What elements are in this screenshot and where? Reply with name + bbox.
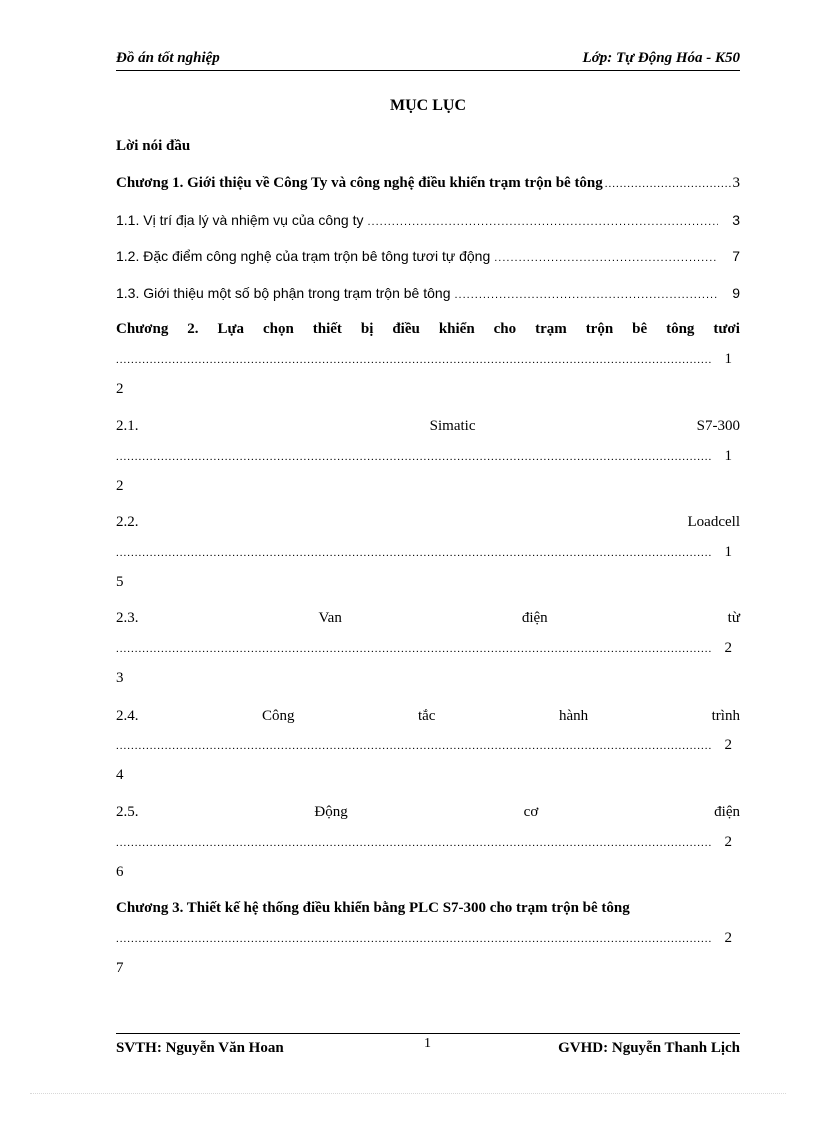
toc-word: Công [261, 708, 295, 724]
toc-section-2-1-page-b: 2 [116, 478, 124, 494]
footer-supervisor: GVHD: Nguyễn Thanh Lịch [558, 1040, 740, 1056]
toc-word: Van [318, 610, 342, 626]
toc-section-1-3 [116, 283, 740, 305]
leader-dots [116, 736, 713, 756]
page-footer [116, 1033, 740, 1058]
leader-dots [116, 543, 713, 563]
page-number: 1 [424, 1036, 431, 1051]
toc-word: Động [314, 804, 348, 820]
toc-section-1-1 [116, 210, 740, 232]
toc-word: từ [727, 610, 740, 626]
toc-section-2-3-page-b: 3 [116, 670, 124, 686]
toc-section-1-1-label: 1.1. Vị trí địa lý và nhiệm vụ của công ty [116, 212, 364, 228]
toc-word: bê [632, 321, 648, 337]
toc-preface: Lời nói đầu [116, 138, 191, 154]
toc-word: điện [521, 610, 548, 626]
toc-word: thiết [312, 321, 342, 337]
toc-word: chọn [262, 321, 294, 337]
toc-section-2-3-leader [116, 638, 732, 659]
toc-word: 2. [187, 321, 199, 337]
toc-chapter-2-page-a: 1 [724, 351, 732, 367]
header-right: Lớp: Tự Động Hóa - K50 [582, 50, 740, 66]
toc-word: tắc [417, 708, 436, 724]
toc-section-1-2 [116, 246, 740, 268]
toc-chapter-1-label: Chương 1. Giới thiệu về Công Ty và công nghệ điều khiển trạm trộn bê tông [116, 175, 603, 191]
leader-dots [116, 639, 713, 659]
toc-section-1-2-page: 7 [732, 248, 740, 264]
toc-word: S7-300 [696, 418, 740, 434]
footer-student: SVTH: Nguyễn Văn Hoan [116, 1040, 284, 1056]
toc-section-2-1-leader [116, 446, 732, 467]
toc-word: 2.1. [116, 418, 139, 434]
toc-word: Simatic [429, 418, 476, 434]
toc-word: 2.4. [116, 708, 139, 724]
toc-section-2-2-leader [116, 542, 732, 563]
page-edge-divider [30, 1093, 786, 1094]
toc-chapter-2-page-b: 2 [116, 381, 124, 397]
toc-chapter-3-page-a: 2 [724, 930, 732, 946]
toc-word: điện [714, 804, 740, 820]
leader-dots [116, 350, 713, 370]
toc-word: 2.3. [116, 610, 139, 626]
toc-chapter-2 [116, 319, 740, 339]
leader-dots [116, 833, 713, 853]
toc-word: cơ [523, 804, 539, 820]
toc-word: khiển [438, 321, 475, 337]
toc-section-2-2 [116, 512, 740, 532]
toc-section-2-5-page-a: 2 [724, 834, 732, 850]
toc-word: trạm [535, 321, 567, 337]
toc-word: Chương [116, 321, 169, 337]
toc-word: tươi [713, 321, 740, 337]
toc-word: trộn [585, 321, 614, 337]
toc-section-1-3-label: 1.3. Giới thiệu một số bộ phận trong trạm trộn bê tông [116, 285, 451, 301]
toc-section-1-3-page: 9 [732, 285, 740, 301]
toc-word: Lựa [217, 321, 244, 337]
toc-chapter-3-leader [116, 928, 732, 949]
toc-section-2-4-leader [116, 735, 732, 756]
toc-section-2-4-page-a: 2 [724, 737, 732, 753]
toc-chapter-3: Chương 3. Thiết kế hệ thống điều khiển bằng PLC S7-300 cho trạm trộn bê tông [116, 900, 630, 916]
toc-chapter-1-page: 3 [732, 175, 740, 191]
leader-dots [605, 174, 731, 194]
toc-word: điều [392, 321, 420, 337]
toc-chapter-1 [116, 173, 740, 194]
toc-word: Loadcell [687, 514, 740, 530]
toc-chapter-3-page-b: 7 [116, 960, 124, 976]
header-left: Đồ án tốt nghiệp [116, 50, 220, 66]
toc-chapter-2-leader [116, 349, 732, 370]
toc-word: 2.5. [116, 804, 139, 820]
leader-dots [116, 447, 713, 467]
toc-section-2-1 [116, 416, 740, 436]
toc-section-1-1-page: 3 [732, 212, 740, 228]
toc-word: 2.2. [116, 514, 139, 530]
toc-section-2-4-page-b: 4 [116, 767, 124, 783]
toc-word: hành [558, 708, 589, 724]
toc-section-2-5-page-b: 6 [116, 864, 124, 880]
leader-dots [367, 212, 718, 232]
toc-section-2-5 [116, 802, 740, 822]
toc-word: bị [360, 321, 374, 337]
toc-section-2-3-page-a: 2 [724, 640, 732, 656]
leader-dots [494, 248, 718, 268]
leader-dots [454, 285, 718, 305]
toc-section-2-5-leader [116, 832, 732, 853]
toc-word: tông [666, 321, 695, 337]
toc-word: cho [493, 321, 517, 337]
page-header [116, 50, 740, 71]
toc-section-1-2-label: 1.2. Đặc điểm công nghệ của trạm trộn bê tông tươi tự động [116, 248, 491, 264]
toc-section-2-3 [116, 608, 740, 628]
toc-section-2-2-page-a: 1 [724, 544, 732, 560]
toc-word: trình [711, 708, 740, 724]
toc-section-2-2-page-b: 5 [116, 574, 124, 590]
leader-dots [116, 929, 713, 949]
toc-section-2-4 [116, 706, 740, 726]
toc-section-2-1-page-a: 1 [724, 448, 732, 464]
page-title: MỤC LỤC [390, 97, 466, 114]
